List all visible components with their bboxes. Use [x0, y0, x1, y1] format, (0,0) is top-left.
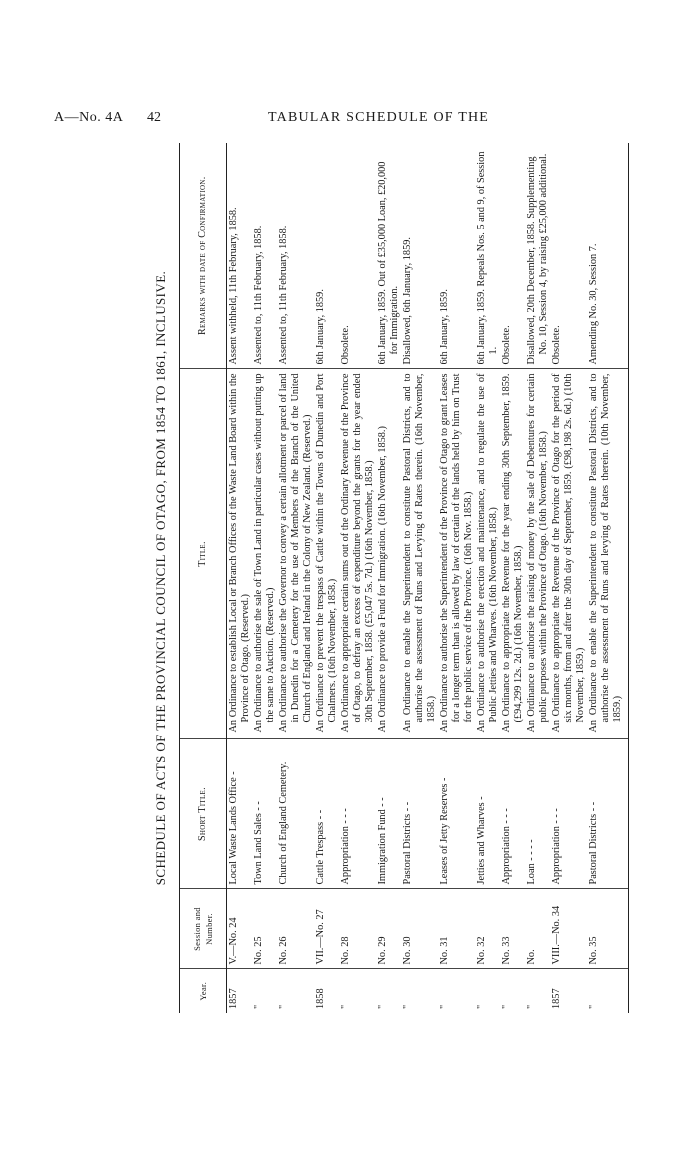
row-year-cell	[277, 969, 314, 1013]
row-session-number-cell	[587, 889, 629, 969]
row-year-cell	[500, 969, 525, 1013]
row-session-number: No. 31	[439, 936, 450, 965]
row-session-number: No. 26	[278, 936, 289, 965]
row-short-title-cell	[339, 739, 376, 889]
row-title-cell	[252, 369, 277, 739]
row-title: An Ordinance to authorise the raising of money by the sale of Debentures for certain public purposes within the Province of Otago. (16th November, 1858.)	[526, 373, 549, 733]
row-short-title-cell	[314, 739, 339, 889]
row-short-title-cell	[438, 739, 475, 889]
table-row	[227, 143, 253, 1013]
row-year: 1858	[315, 988, 326, 1009]
rotated-schedule	[147, 143, 642, 1013]
row-short-title-cell	[227, 739, 253, 889]
row-short-title-cell	[376, 739, 401, 889]
acts-schedule-table	[179, 143, 629, 1013]
row-year-cell	[401, 969, 438, 1013]
col-header-title: Title.	[180, 369, 227, 739]
row-session-number-cell	[438, 889, 475, 969]
row-remarks-cell	[277, 143, 314, 369]
table-row	[500, 143, 525, 1013]
row-title-cell	[401, 369, 438, 739]
row-session-number-cell	[500, 889, 525, 969]
row-short-title: Pastoral Districts - -	[588, 801, 599, 885]
row-session-number: VIII.—No. 34	[551, 905, 562, 965]
row-remarks-cell	[401, 143, 438, 369]
row-year: "	[501, 1004, 512, 1009]
row-short-title-cell	[587, 739, 629, 889]
row-short-title-cell	[252, 739, 277, 889]
row-session-number-cell	[339, 889, 376, 969]
row-title: An Ordinance to authorise the Governor to convey a certain allotment or parcel of land in Dunedin for a Cemetery for the use of Members of the Branch of the United Church of England and Ireland in the Colony of New Zealand. (Reserved.)	[278, 373, 313, 733]
row-remarks-cell	[339, 143, 376, 369]
row-remarks: 6th January, 1859. Repeals Nos. 5 and 9, of Session 1.	[476, 151, 499, 365]
row-year: "	[340, 1004, 351, 1009]
row-year: "	[278, 1004, 289, 1009]
row-remarks: Assented to, 11th February, 1858.	[278, 225, 289, 365]
row-year: 1857	[551, 988, 562, 1009]
row-remarks-cell	[587, 143, 629, 369]
row-remarks: Obsolete.	[551, 325, 562, 365]
col-header-year: Year.	[180, 969, 227, 1013]
row-session-number: No. 35	[588, 936, 599, 965]
row-remarks: 6th January, 1859. Out of £35,000 Loan, £20,000 for Immigration.	[377, 161, 400, 365]
row-short-title-cell	[277, 739, 314, 889]
row-title: An Ordinance to appropriate certain sums out of the Ordinary Revenue of the Province of Otago, to defray an excess of expenditure beyond the grants for the year ended 30th September, 1858. (£5,047 5s. 7d.) (16th November, 1858.)	[340, 373, 375, 733]
row-session-number-cell	[550, 889, 587, 969]
row-short-title: Appropriation - - -	[501, 808, 512, 885]
row-remarks: Amending No. 30, Session 7.	[588, 243, 599, 365]
row-year-cell	[438, 969, 475, 1013]
row-remarks-cell	[550, 143, 587, 369]
row-session-number-cell	[227, 889, 253, 969]
row-short-title: Town Land Sales - -	[253, 801, 264, 885]
row-title: An Ordinance to authorise the Superintendent of the Province of Otago to grant Leases for a longer term than is allowed by law of certain of the lands held by him on Trust for the public service of the Province. (16th Nov. 1858.)	[439, 373, 474, 733]
row-session-number: No. 32	[476, 936, 487, 965]
row-session-number: No. 28	[340, 936, 351, 965]
row-short-title-cell	[500, 739, 525, 889]
row-session-number-cell	[252, 889, 277, 969]
row-session-number: VII.—No. 27	[315, 909, 326, 965]
row-year-cell	[525, 969, 550, 1013]
row-session-number-cell	[314, 889, 339, 969]
row-short-title: Cattle Trespass - -	[315, 809, 326, 885]
row-remarks: Assented to, 11th February, 1858.	[253, 225, 264, 365]
row-remarks-cell	[438, 143, 475, 369]
row-remarks-cell	[376, 143, 401, 369]
row-year: "	[402, 1004, 413, 1009]
row-title: An Ordinance to authorise the sale of Town Land in particular cases without putting up the same to Auction. (Reserved.)	[253, 373, 276, 733]
row-title: An Ordinance to enable the Superintendent to constitute Pastoral Districts, and to authorise the assessment of Runs and Levying of Rates therein. (16th November, 1858.)	[402, 373, 437, 733]
row-year: "	[526, 1004, 537, 1009]
row-title-cell	[438, 369, 475, 739]
row-year: "	[476, 1004, 487, 1009]
row-session-number-cell	[401, 889, 438, 969]
row-title: An Ordinance to prevent the trespass of Cattle within the Towns of Dunedin and Port Chalmers. (16th November, 1858.)	[315, 373, 338, 733]
row-title: An Ordinance to enable the Superintendent to constitute Pastoral Districts, and to authorise the assessment of Runs and levying of Rates therein. (10th November, 1859.)	[588, 373, 623, 733]
row-year: "	[439, 1004, 450, 1009]
row-title: An Ordinance to appropriate the Revenue for the year ending 30th September, 1859. (£94,299 12s. 2d.) (16th November, 1858.)	[501, 373, 524, 733]
table-header-row	[180, 143, 227, 1013]
page-number: 42	[147, 110, 161, 125]
row-session-number: V.—No. 24	[228, 917, 239, 965]
row-short-title: Appropriation - - -	[340, 808, 351, 885]
row-title-cell	[314, 369, 339, 739]
table-caption: SCHEDULE OF ACTS OF THE PROVINCIAL COUNCIL OF OTAGO, FROM 1854 TO 1861, INCLUSIVE.	[153, 270, 168, 886]
row-year-cell	[314, 969, 339, 1013]
row-title: An Ordinance to establish Local or Branch Offices of the Waste Land Board within the Province of Otago. (Reserved.)	[228, 373, 251, 733]
row-title-cell	[550, 369, 587, 739]
row-short-title: Leases of Jetty Reserves -	[439, 777, 450, 885]
row-remarks-cell	[227, 143, 253, 369]
table-row	[525, 143, 550, 1013]
row-short-title: Appropriation - - -	[551, 808, 562, 885]
running-title: TABULAR SCHEDULE OF THE	[268, 110, 490, 125]
row-title-cell	[277, 369, 314, 739]
row-remarks-cell	[475, 143, 500, 369]
row-title-cell	[227, 369, 253, 739]
row-title-cell	[475, 369, 500, 739]
table-row	[475, 143, 500, 1013]
row-year: "	[253, 1004, 264, 1009]
row-title-cell	[587, 369, 629, 739]
col-header-short-title: Short Title.	[180, 739, 227, 889]
row-title: An Ordinance to authorise the erection and maintenance, and to regulate the use of Public Jetties and Wharves. (16th November, 1858.)	[476, 373, 499, 733]
row-short-title-cell	[475, 739, 500, 889]
row-session-number: No. 33	[501, 936, 512, 965]
row-short-title: Loan - - - -	[526, 839, 537, 885]
row-year: "	[377, 1004, 388, 1009]
row-short-title: Immigration Fund - -	[377, 797, 388, 885]
table-row	[401, 143, 438, 1013]
row-remarks: Disallowed, 6th January, 1859.	[402, 237, 413, 365]
table-row	[438, 143, 475, 1013]
row-remarks: 6th January, 1859.	[439, 289, 450, 365]
col-header-session: Session and Number.	[180, 889, 227, 969]
row-session-number: No. 25	[253, 936, 264, 965]
table-row	[277, 143, 314, 1013]
row-year-cell	[550, 969, 587, 1013]
row-remarks: Disallowed, 20th December, 1858. Supplementing No. 10, Session 4, by raising £25,000 additional.	[526, 153, 549, 365]
table-row	[587, 143, 629, 1013]
row-session-number: No.	[526, 949, 537, 965]
row-remarks-cell	[252, 143, 277, 369]
row-remarks: Obsolete.	[340, 325, 351, 365]
row-remarks: Obsolete.	[501, 325, 512, 365]
row-short-title: Pastoral Districts - -	[402, 801, 413, 885]
row-year-cell	[376, 969, 401, 1013]
row-session-number: No. 29	[377, 936, 388, 965]
table-row	[314, 143, 339, 1013]
row-year-cell	[252, 969, 277, 1013]
table-row	[252, 143, 277, 1013]
table-body	[227, 143, 629, 1013]
row-session-number-cell	[525, 889, 550, 969]
row-short-title-cell	[401, 739, 438, 889]
row-year-cell	[339, 969, 376, 1013]
row-session-number-cell	[376, 889, 401, 969]
row-remarks: Assent withheld, 11th February, 1858.	[228, 207, 239, 365]
row-year-cell	[227, 969, 253, 1013]
table-row	[376, 143, 401, 1013]
row-title-cell	[525, 369, 550, 739]
row-short-title: Jetties and Wharves -	[476, 796, 487, 885]
table-row	[550, 143, 587, 1013]
row-title-cell	[339, 369, 376, 739]
row-title: An Ordinance to appropriate the Revenue of the Province of Otago for the period of six months, from and after the 30th day of September, 1859. (£98,198 2s. 6d.) (10th November, 1859.)	[551, 373, 586, 733]
row-year-cell	[475, 969, 500, 1013]
row-short-title-cell	[525, 739, 550, 889]
row-remarks-cell	[500, 143, 525, 369]
row-remarks: 6th January, 1859.	[315, 289, 326, 365]
row-title: An Ordinance to provide a Fund for Immigration. (16th November, 1858.)	[377, 426, 388, 733]
row-year: 1857	[228, 988, 239, 1009]
row-title-cell	[500, 369, 525, 739]
row-short-title: Local Waste Lands Office -	[228, 771, 239, 885]
row-session-number-cell	[277, 889, 314, 969]
row-year-cell	[587, 969, 629, 1013]
row-short-title-cell	[550, 739, 587, 889]
row-short-title: Church of England Cemetery.	[278, 761, 289, 885]
row-year: "	[588, 1004, 599, 1009]
row-remarks-cell	[525, 143, 550, 369]
row-title-cell	[376, 369, 401, 739]
row-session-number-cell	[475, 889, 500, 969]
row-session-number: No. 30	[402, 936, 413, 965]
col-header-remarks: Remarks with date of Confirmation.	[180, 143, 227, 369]
table-row	[339, 143, 376, 1013]
document-reference: A—No. 4A	[54, 110, 124, 125]
row-remarks-cell	[314, 143, 339, 369]
